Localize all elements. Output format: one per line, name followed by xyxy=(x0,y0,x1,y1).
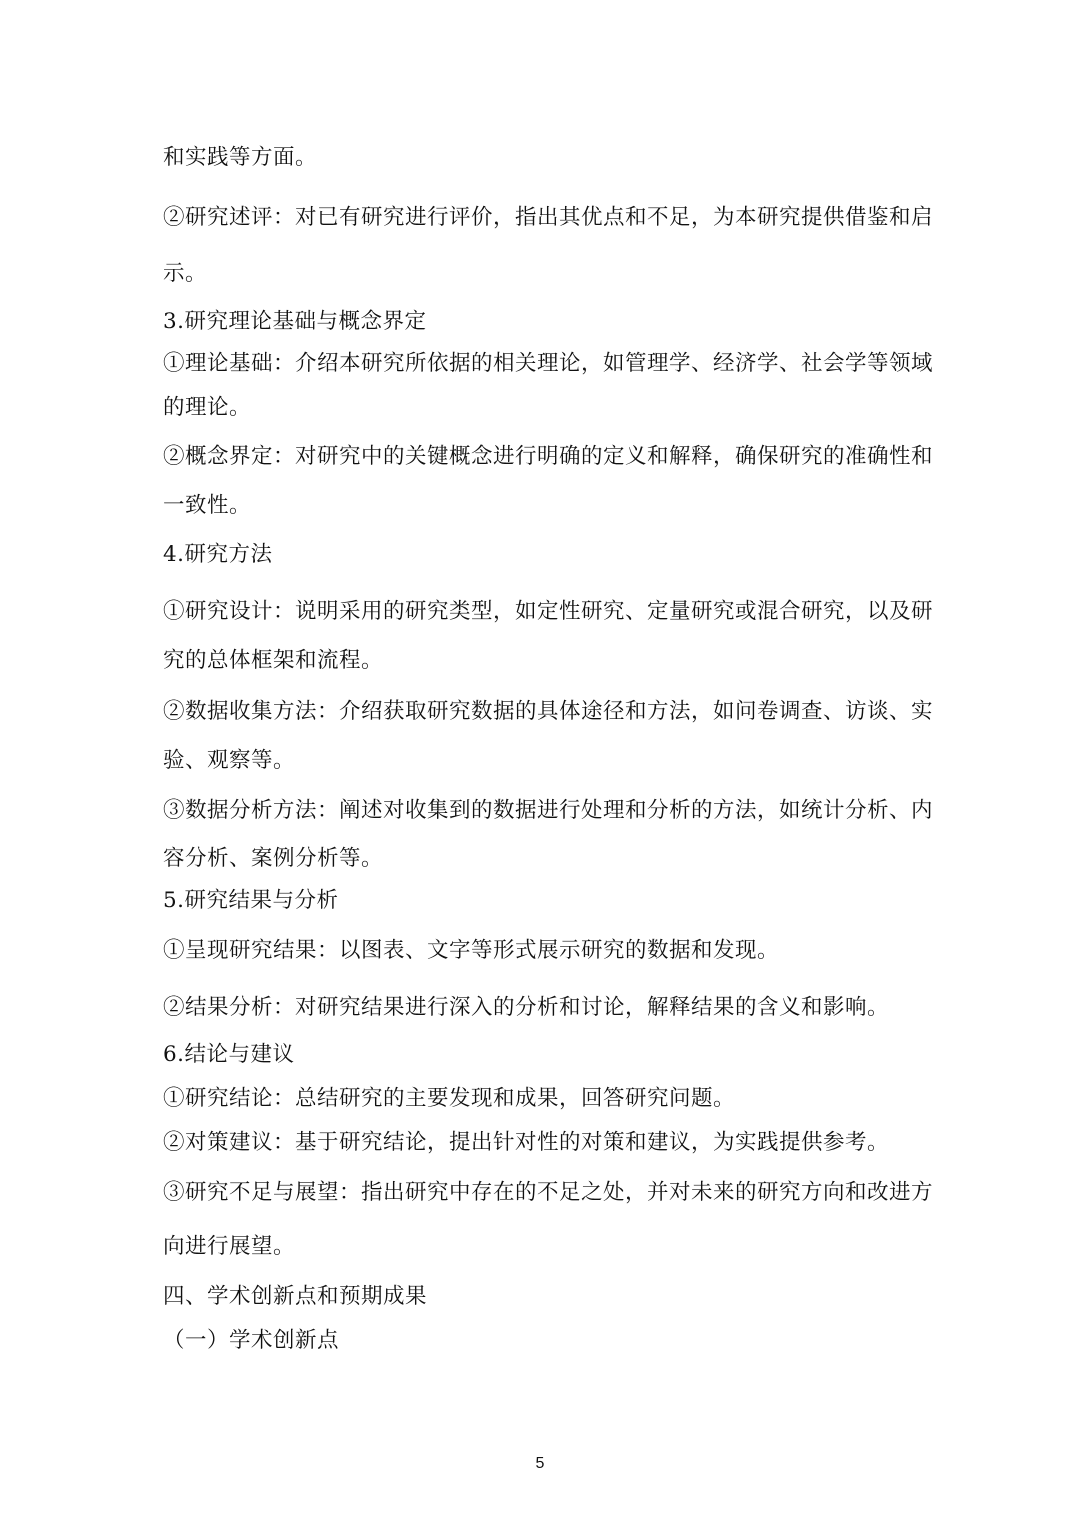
subsection-heading: （一）学术创新点 xyxy=(163,1328,340,1353)
text-line: ②对策建议：基于研究结论，提出针对性的对策和建议，为实践提供参考。 xyxy=(163,1130,890,1155)
text-line: 验、观察等。 xyxy=(163,748,296,773)
section-heading: 3.研究理论基础与概念界定 xyxy=(163,309,427,334)
section-heading: 6.结论与建议 xyxy=(163,1042,295,1067)
text-line: ③数据分析方法：阐述对收集到的数据进行处理和分析的方法，如统计分析、内 xyxy=(163,798,934,823)
text-line: 向进行展望。 xyxy=(163,1234,296,1259)
text-line: ②研究述评：对已有研究进行评价，指出其优点和不足，为本研究提供借鉴和启 xyxy=(163,205,934,230)
text-line: ①研究结论：总结研究的主要发现和成果，回答研究问题。 xyxy=(163,1086,736,1111)
chapter-heading: 四、学术创新点和预期成果 xyxy=(163,1284,428,1309)
text-line: ①研究设计：说明采用的研究类型，如定性研究、定量研究或混合研究，以及研 xyxy=(163,599,934,624)
text-line: ③研究不足与展望：指出研究中存在的不足之处，并对未来的研究方向和改进方 xyxy=(163,1180,934,1205)
page-number: 5 xyxy=(535,1455,545,1472)
section-heading: 4.研究方法 xyxy=(163,542,273,567)
text-line: 的理论。 xyxy=(163,395,252,420)
text-line: ②概念界定：对研究中的关键概念进行明确的定义和解释，确保研究的准确性和 xyxy=(163,444,934,469)
text-line: 容分析、案例分析等。 xyxy=(163,846,384,871)
text-line: ②数据收集方法：介绍获取研究数据的具体途径和方法，如问卷调查、访谈、实 xyxy=(163,699,934,724)
section-heading: 5.研究结果与分析 xyxy=(163,888,339,913)
text-line: 示。 xyxy=(163,261,208,286)
text-line: ①呈现研究结果：以图表、文字等形式展示研究的数据和发现。 xyxy=(163,938,780,963)
text-line: 一致性。 xyxy=(163,493,252,518)
text-line: 和实践等方面。 xyxy=(163,145,318,170)
text-line: ②结果分析：对研究结果进行深入的分析和讨论，解释结果的含义和影响。 xyxy=(163,995,890,1020)
text-line: ①理论基础：介绍本研究所依据的相关理论，如管理学、经济学、社会学等领域 xyxy=(163,351,934,376)
text-line: 究的总体框架和流程。 xyxy=(163,648,384,673)
